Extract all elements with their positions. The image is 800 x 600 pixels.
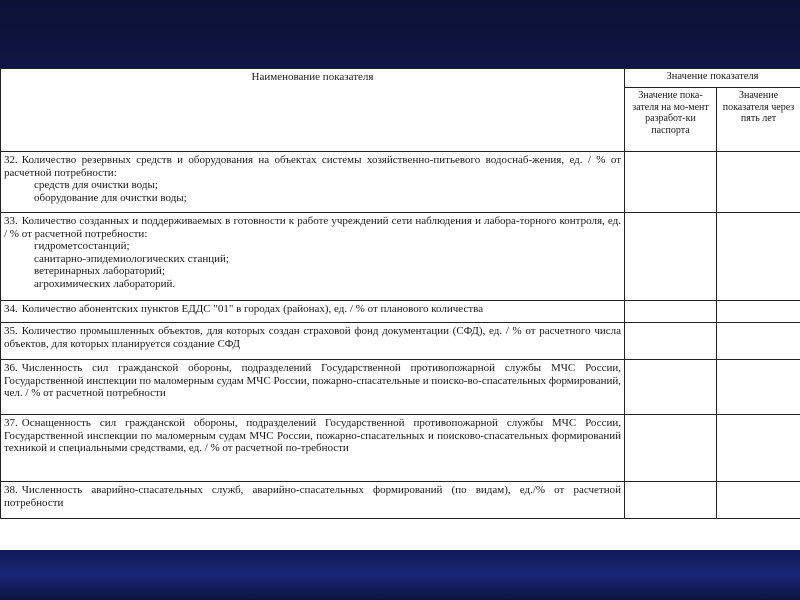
header-value-group: Значение показателя	[625, 69, 800, 88]
value-now-cell	[625, 213, 717, 301]
row-text: Количество созданных и поддерживаемых в готовности к работе учреждений сети наблюдения и лабора-торного контроля, ед. / % от расчетной потребности:	[4, 215, 621, 240]
row-number: 32.	[4, 154, 18, 166]
row-sub-item: гидрометсостанций;	[34, 240, 130, 252]
row-sub-item: ветеринарных лабораторий;	[34, 265, 165, 277]
row-number: 36.	[4, 362, 18, 374]
value-future-cell	[717, 323, 800, 360]
value-future-cell	[717, 482, 800, 519]
table-row	[1, 301, 800, 323]
value-now-cell	[625, 360, 717, 415]
value-now-cell	[625, 415, 717, 482]
row-text: Количество резервных средств и оборудования на объектах системы хозяйственно-питьевого водоснаб-жения, ед. / % от расчетной потребности:	[4, 154, 621, 179]
row-text: Оснащенность сил гражданской обороны, подразделений Государственной противопожарной службы МЧС России, Государственной инспекции по маломерным судам МЧС России, пожарно-спасательных и поисково-спасательных формирований техникой и специальными средствами, ед. / % от расчетной по-требности	[4, 417, 621, 454]
row-sub-item: оборудование для очистки воды;	[34, 191, 187, 204]
document-page	[0, 68, 800, 550]
row-33-cell	[1, 213, 625, 301]
table-row	[1, 415, 800, 482]
header-indicator-name: Наименование показателя	[1, 69, 625, 152]
row-32-cell	[1, 152, 625, 213]
table-row	[1, 213, 800, 301]
table-header-row	[1, 69, 800, 88]
row-number: 33.	[4, 215, 18, 227]
table-row	[1, 323, 800, 360]
row-number: 37.	[4, 417, 18, 429]
value-future-cell	[717, 152, 800, 213]
value-now-cell	[625, 323, 717, 360]
slide-footer-band	[0, 550, 800, 600]
value-now-cell	[625, 152, 717, 213]
row-number: 35.	[4, 325, 18, 337]
table-row	[1, 152, 800, 213]
row-text: Количество промышленных объектов, для которых создан страховой фонд документации (СФД), ед. / % от расчетного числа объектов, для которых планируется создание СФД	[4, 325, 621, 350]
value-future-cell	[717, 360, 800, 415]
row-34-cell	[1, 301, 625, 323]
row-35-cell	[1, 323, 625, 360]
indicators-table	[0, 68, 800, 519]
row-38-cell	[1, 482, 625, 519]
row-36-cell	[1, 360, 625, 415]
row-text: Численность сил гражданской обороны, подразделений Государственной противопожарной службы МЧС России, Государственной инспекции по маломерным судам МЧС России, пожарно-спасательные и поиско-во-спасательных формирований, чел. / % от расчетной потребности	[4, 362, 621, 399]
row-number: 38.	[4, 484, 18, 496]
table-row	[1, 360, 800, 415]
row-sub-item: средств для очистки воды;	[34, 179, 158, 191]
row-37-cell	[1, 415, 625, 482]
row-sub-item: агрохимических лабораторий.	[34, 277, 176, 290]
header-value-now: Значение пока-зателя на мо-мент разработ-ки паспорта	[625, 88, 717, 152]
value-now-cell	[625, 301, 717, 323]
row-text: Количество абонентских пунктов ЕДДС "01" в городах (районах), ед. / % от планового количества	[21, 303, 484, 315]
value-future-cell	[717, 213, 800, 301]
row-number: 34.	[4, 303, 18, 315]
value-future-cell	[717, 415, 800, 482]
header-value-future: Значение показателя через пять лет	[717, 88, 800, 152]
value-future-cell	[717, 301, 800, 323]
row-text: Численность аварийно-спасательных служб, аварийно-спасательных формирований (по видам), ед./% от расчетной потребности	[4, 484, 621, 509]
value-now-cell	[625, 482, 717, 519]
row-sub-item: санитарно-эпидемиологических станций;	[34, 252, 229, 265]
table-row	[1, 482, 800, 519]
